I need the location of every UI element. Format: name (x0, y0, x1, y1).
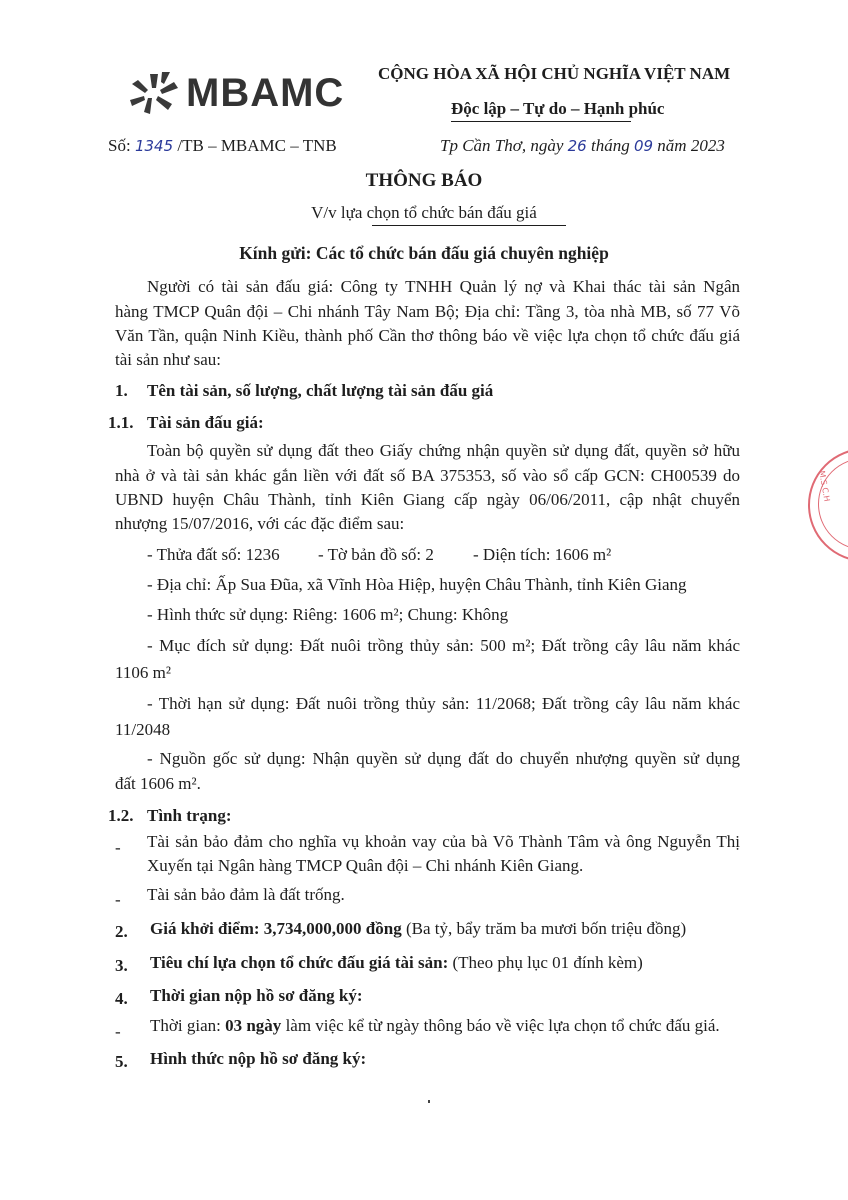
section-4-title: Thời gian nộp hồ sơ đăng ký: (150, 986, 363, 1005)
section-4-bullet: - (115, 1022, 121, 1041)
section-5-title: Hình thức nộp hồ sơ đăng ký: (150, 1049, 367, 1068)
attr-purpose-line-2: 1106 m² (115, 663, 171, 682)
doc-number (108, 136, 337, 156)
asset-desc-line-1: Toàn bộ quyền sử dụng đất theo Giấy chứng nhận quyền sử dụng đất, quyền sở hữu (147, 441, 740, 460)
section-4-item-pre: Thời gian: (150, 1016, 226, 1035)
subject-underline (372, 225, 566, 226)
attr-usage-form: - Hình thức sử dụng: Riêng: 1606 m²; Chung: Không (147, 605, 509, 624)
section-1-1-title: Tài sản đấu giá: (147, 413, 264, 432)
motto (451, 99, 664, 119)
section-1-2-num: 1.2. (108, 806, 134, 825)
section-1-2-title: Tình trạng: (147, 806, 232, 825)
doc-number-prefix: Số: (108, 136, 131, 155)
motto-text: Độc lập – Tự do – Hạnh phúc (451, 99, 665, 118)
mbamc-logo-icon (128, 70, 180, 116)
status-bullet-2: - (115, 890, 121, 909)
document-subject: V/v lựa chọn tổ chức bán đấu giá (311, 203, 537, 222)
recipient: Kính gửi: Các tổ chức bán đấu giá chuyên nghiệp (239, 243, 609, 263)
attr-address: - Địa chỉ: Ấp Sua Đũa, xã Vĩnh Hòa Hiệp, huyện Châu Thành, tỉnh Kiên Giang (147, 575, 687, 594)
date-month-label: tháng (590, 136, 630, 155)
status-bullet-1: - (115, 838, 121, 857)
section-2-num: 2. (115, 922, 128, 941)
mbamc-logo (128, 70, 344, 116)
attr-origin-line-1: - Nguồn gốc sử dụng: Nhận quyền sử dụng đất do chuyển nhượng quyền sử dụng (147, 749, 740, 768)
doc-number-suffix: /TB – MBAMC – TNB (177, 136, 337, 155)
asset-desc-line-4: nhượng 15/07/2016, với các đặc điểm sau: (115, 514, 405, 533)
section-1-title: Tên tài sản, số lượng, chất lượng tài sản đấu giá (147, 381, 494, 400)
attr-term-line-2: 11/2048 (115, 720, 171, 739)
attr-purpose-line-1: - Mục đích sử dụng: Đất nuôi trồng thủy sản: 500 m²; Đất trồng cây lâu năm khác (147, 636, 740, 655)
status-item-2-line-1: Tài sản bảo đảm là đất trống. (147, 885, 345, 904)
date-prefix: Tp Cần Thơ, ngày (440, 136, 564, 155)
date-day: 26 (567, 137, 587, 155)
section-4-item-post: làm việc kể từ ngày thông báo về việc lựa chọn tổ chức đấu giá. (281, 1016, 720, 1035)
date-month: 09 (633, 137, 654, 155)
criteria-label: Tiêu chí lựa chọn tổ chức đấu giá tài sản: (150, 953, 449, 972)
attr-map-sheet: - Tờ bản đồ số: 2 (318, 545, 434, 564)
intro-line-1: Người có tài sản đấu giá: Công ty TNHH Quản lý nợ và Khai thác tài sản Ngân (147, 277, 740, 296)
red-seal-text: M.S.C.H (817, 470, 832, 503)
document-title: THÔNG BÁO (365, 170, 483, 191)
status-item-1-line-2: Xuyến tại Ngân hàng TMCP Quân đội – Chi nhánh Kiên Giang. (147, 856, 584, 875)
section-2-text (150, 919, 686, 939)
intro-line-2: hàng TMCP Quân đội – Chi nhánh Tây Nam Bộ; Địa chỉ: Tầng 3, tòa nhà MB, số 77 Võ (115, 302, 740, 321)
section-4-item (150, 1016, 720, 1036)
stray-mark (428, 1100, 430, 1103)
starting-price-label: Giá khởi điểm: 3,734,000,000 đồng (150, 919, 402, 938)
intro-line-3: Văn Tần, quận Ninh Kiều, thành phố Cần thơ thông báo về việc lựa chọn tổ chức đấu giá (115, 326, 740, 345)
attr-term-line-1: - Thời hạn sử dụng: Đất nuôi trồng thủy sản: 11/2068; Đất trồng cây lâu năm khác (147, 694, 740, 713)
attr-parcel: - Thửa đất số: 1236 (147, 545, 280, 564)
date-year-label: năm 2023 (657, 136, 725, 155)
national-title: CỘNG HÒA XÃ HỘI CHỦ NGHĨA VIỆT NAM (378, 64, 731, 83)
logo-text: MBAMC (186, 70, 345, 115)
date-line (440, 136, 725, 156)
starting-price-words: (Ba tỷ, bẩy trăm ba mươi bốn triệu đồng) (401, 919, 687, 938)
doc-number-handwritten: 1345 (134, 137, 174, 155)
section-5-num: 5. (115, 1052, 128, 1071)
motto-underline (451, 121, 631, 122)
section-3-num: 3. (115, 956, 128, 975)
section-1-1-num: 1.1. (108, 413, 134, 432)
asset-desc-line-3: UBND huyện Châu Thành, tỉnh Kiên Giang cấp ngày 06/06/2011, cập nhật chuyển (115, 490, 740, 509)
section-1-num: 1. (115, 381, 128, 400)
attr-area: - Diện tích: 1606 m² (473, 545, 612, 564)
attr-origin-line-2: đất 1606 m². (115, 774, 201, 793)
status-item-1-line-1: Tài sản bảo đảm cho nghĩa vụ khoản vay của bà Võ Thành Tâm và ông Nguyễn Thị (147, 832, 740, 851)
intro-line-4: tài sản như sau: (115, 350, 222, 369)
criteria-note: (Theo phụ lục 01 đính kèm) (448, 953, 643, 972)
section-4-item-days: 03 ngày (225, 1016, 282, 1035)
asset-desc-line-2: nhà ở và tài sản khác gắn liền với đất số BA 375353, số vào sổ cấp GCN: CH00539 do (115, 466, 740, 485)
section-3-text (150, 953, 643, 973)
section-4-num: 4. (115, 989, 128, 1008)
